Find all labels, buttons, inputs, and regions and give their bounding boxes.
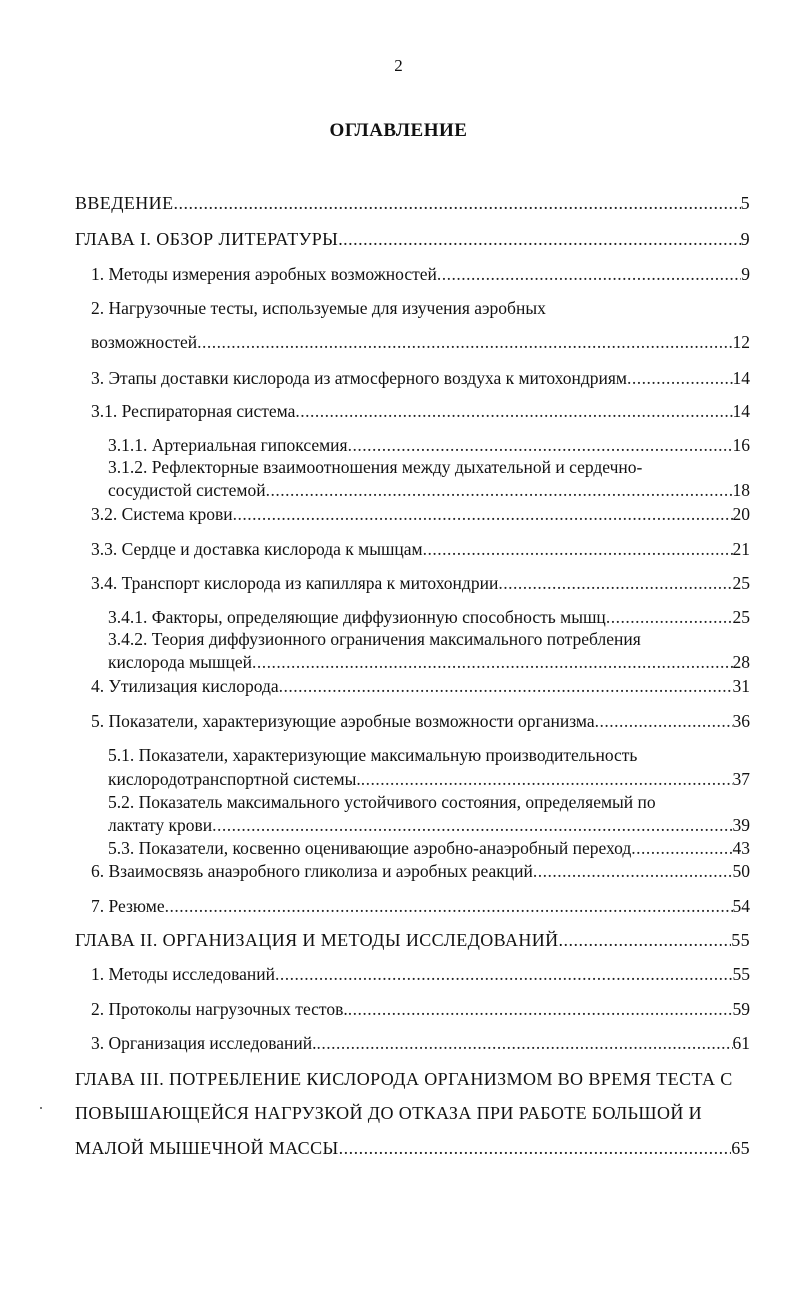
toc-entry-page: 65 bbox=[731, 1138, 750, 1158]
toc-entry[interactable] bbox=[108, 837, 750, 859]
toc-entry[interactable] bbox=[91, 400, 750, 422]
toc-entry[interactable] bbox=[108, 651, 750, 673]
page-number: 2 bbox=[394, 56, 403, 75]
toc-entry-text: 3.1. Респираторная система bbox=[91, 401, 296, 421]
toc-entry-page: 18 bbox=[732, 480, 750, 500]
toc-entry-text: ВВЕДЕНИЕ bbox=[75, 193, 174, 213]
toc-entry[interactable] bbox=[91, 1032, 750, 1054]
toc-entry-text: 2. Протоколы нагрузочных тестов. bbox=[91, 999, 348, 1019]
toc-entry[interactable] bbox=[91, 860, 750, 882]
toc-entry-text: 1. Методы исследований bbox=[91, 964, 276, 984]
toc-entry-text[interactable]: 3.1.2. Рефлекторные взаимоотношения между дыхательной и сердечно- bbox=[108, 457, 643, 477]
toc-entry[interactable] bbox=[108, 814, 750, 836]
toc-entry-text: МАЛОЙ МЫШЕЧНОЙ МАССЫ bbox=[75, 1138, 339, 1158]
toc-entry-page: 39 bbox=[732, 815, 750, 835]
toc-entry-page: 14 bbox=[732, 368, 750, 388]
toc-entry[interactable] bbox=[91, 963, 750, 985]
toc-entry-page: 25 bbox=[732, 573, 750, 593]
toc-entry-page: 5 bbox=[740, 193, 750, 213]
toc-entry[interactable] bbox=[91, 331, 750, 353]
toc-entry[interactable] bbox=[91, 710, 750, 732]
toc-entry-text: 3.4. Транспорт кислорода из капилляра к митохондрии bbox=[91, 573, 499, 593]
toc-entry-chapter-3-line-2[interactable]: ПОВЫШАЮЩЕЙСЯ НАГРУЗКОЙ ДО ОТКАЗА ПРИ РАБОТЕ БОЛЬШОЙ И bbox=[75, 1103, 703, 1123]
toc-entry-chapter-3[interactable] bbox=[75, 1137, 750, 1159]
toc-entry-text: 5. Показатели, характеризующие аэробные возможности организма bbox=[91, 711, 595, 731]
toc-entry-page: 55 bbox=[732, 964, 750, 984]
toc-entry[interactable] bbox=[108, 434, 750, 456]
toc-entry-text: лактату крови bbox=[108, 815, 213, 835]
toc-entry[interactable] bbox=[108, 606, 750, 628]
toc-entry-page: 43 bbox=[732, 838, 750, 858]
toc-entry-page: 59 bbox=[732, 999, 750, 1019]
toc-entry-page: 16 bbox=[732, 435, 750, 455]
toc-entry-introduction[interactable] bbox=[75, 192, 750, 214]
toc-entry[interactable] bbox=[91, 895, 750, 917]
toc-entry-text: кислородотранспортной системы. bbox=[108, 769, 361, 789]
toc-entry-text[interactable]: 3.4.2. Теория диффузионного ограничения максимального потребления bbox=[108, 629, 641, 649]
toc-entry-text: сосудистой системой bbox=[108, 480, 266, 500]
toc-entry[interactable] bbox=[91, 503, 750, 525]
toc-entry-page: 20 bbox=[732, 504, 750, 524]
toc-entry[interactable] bbox=[91, 998, 750, 1020]
toc-entry-text: 3. Организация исследований. bbox=[91, 1033, 317, 1053]
toc-entry-text: 4. Утилизация кислорода bbox=[91, 676, 279, 696]
toc-entry-page: 36 bbox=[732, 711, 750, 731]
toc-entry-chapter-3-line-1[interactable]: ГЛАВА III. ПОТРЕБЛЕНИЕ КИСЛОРОДА ОРГАНИЗМОМ ВО ВРЕМЯ ТЕСТА С bbox=[75, 1069, 733, 1089]
toc-entry-page: 50 bbox=[732, 861, 750, 881]
toc-entry[interactable] bbox=[91, 675, 750, 697]
toc-entry-page: 9 bbox=[740, 229, 750, 249]
toc-entry-text: 3. Этапы доставки кислорода из атмосферного воздуха к митохондриям bbox=[91, 368, 627, 388]
toc-entry-page: 61 bbox=[732, 1033, 750, 1053]
page-title: ОГЛАВЛЕНИЕ bbox=[329, 120, 468, 141]
toc-entry-page: 28 bbox=[732, 652, 750, 672]
scan-speck bbox=[40, 1107, 42, 1109]
toc-entry-page: 9 bbox=[741, 264, 750, 284]
toc-entry-text: 6. Взаимосвязь анаэробного гликолиза и аэробных реакций bbox=[91, 861, 533, 881]
toc-entry-text: 5.3. Показатели, косвенно оценивающие аэробно-анаэробный переход bbox=[108, 838, 632, 858]
toc-entry-text: ГЛАВА II. ОРГАНИЗАЦИЯ И МЕТОДЫ ИССЛЕДОВАНИЙ. bbox=[75, 930, 564, 950]
toc-entry-text: 1. Методы измерения аэробных возможностей bbox=[91, 264, 437, 284]
toc-entry-page: 37 bbox=[732, 769, 750, 789]
toc-entry-text: ГЛАВА I. ОБЗОР ЛИТЕРАТУРЫ. bbox=[75, 229, 344, 249]
toc-entry-text[interactable]: 5.1. Показатели, характеризующие максимальную производительность bbox=[108, 745, 638, 765]
toc-entry-text[interactable]: 2. Нагрузочные тесты, используемые для изучения аэробных bbox=[91, 298, 546, 318]
toc-entry-text: возможностей bbox=[91, 332, 198, 352]
toc-entry-text: 3.3. Сердце и доставка кислорода к мышцам bbox=[91, 539, 423, 559]
toc-entry-text[interactable]: 5.2. Показатель максимального устойчивого состояния, определяемый по bbox=[108, 792, 656, 812]
toc-entry[interactable] bbox=[108, 768, 750, 790]
toc-entry-page: 54 bbox=[732, 896, 750, 916]
toc-entry[interactable] bbox=[91, 263, 750, 285]
toc-entry-text: 3.2. Система крови bbox=[91, 504, 233, 524]
toc-entry-page: 31 bbox=[732, 676, 750, 696]
toc-entry-text: 3.4.1. Факторы, определяющие диффузионную способность мышц bbox=[108, 607, 606, 627]
toc-entry-page: 12 bbox=[732, 332, 750, 352]
toc-entry-chapter-1[interactable] bbox=[75, 228, 750, 250]
toc-entry-page: 25 bbox=[732, 607, 750, 627]
toc-entry[interactable] bbox=[91, 367, 750, 389]
toc-entry[interactable] bbox=[91, 572, 750, 594]
toc-entry-text: кислорода мышцей bbox=[108, 652, 252, 672]
toc-entry-page: 14 bbox=[732, 401, 750, 421]
toc-entry-text: 3.1.1. Артериальная гипоксемия bbox=[108, 435, 348, 455]
toc-entry-page: 21 bbox=[732, 539, 750, 559]
toc-entry-text: 7. Резюме bbox=[91, 896, 165, 916]
toc-entry[interactable] bbox=[91, 538, 750, 560]
toc-entry-chapter-2[interactable] bbox=[75, 929, 750, 951]
toc-entry[interactable] bbox=[108, 479, 750, 501]
toc-entry-page: 55 bbox=[731, 930, 750, 950]
